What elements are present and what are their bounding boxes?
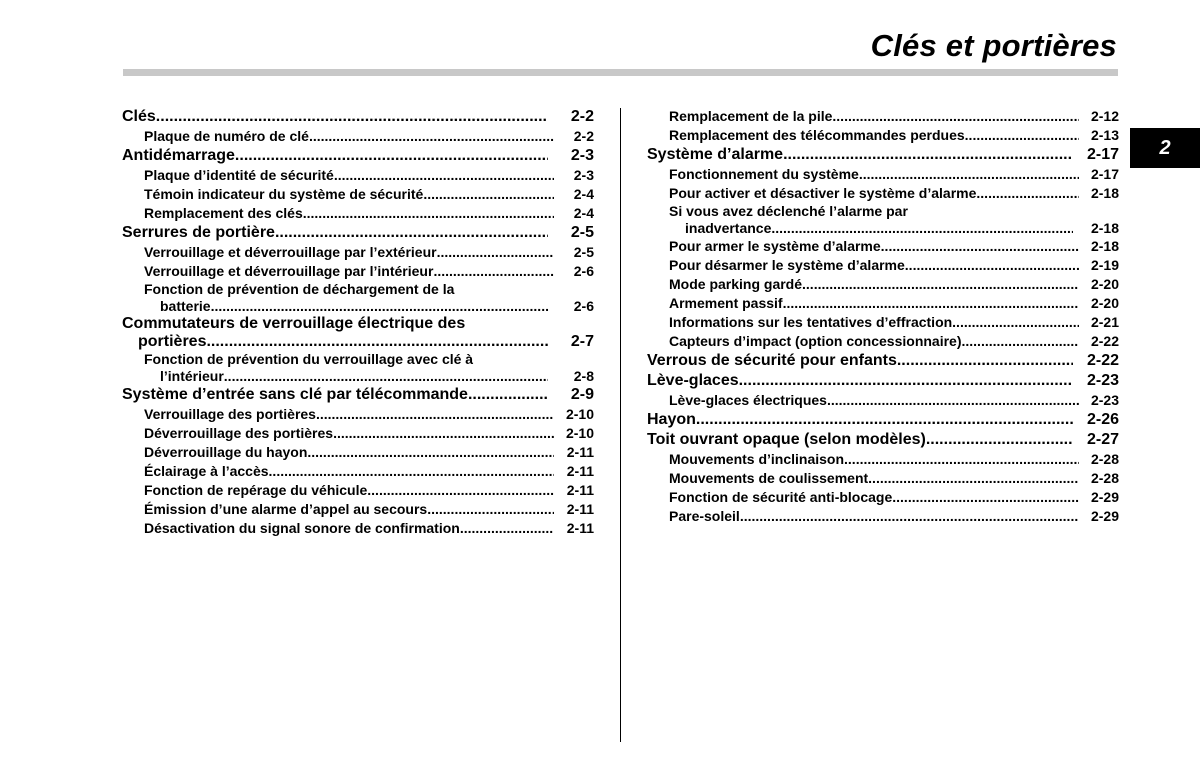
toc-entry-label: Remplacement de la pile: [669, 108, 833, 124]
toc-entry-label: Mouvements d’inclinaison: [669, 451, 845, 467]
toc-entry-label: Toit ouvrant opaque (selon modèles): [647, 431, 926, 448]
toc-entry-page: 2-18: [1090, 185, 1119, 201]
dot-leader: [783, 145, 1073, 165]
toc-entry-label: Système d’entrée sans clé par télécommande: [122, 386, 468, 403]
toc-entry-page: 2-29: [1090, 508, 1119, 524]
toc-entry[interactable]: [647, 391, 1119, 410]
toc-entry-page: 2-18: [1090, 238, 1119, 254]
toc-entry[interactable]: [647, 275, 1119, 294]
toc-entry[interactable]: [122, 405, 594, 424]
toc-entry-continuation[interactable]: [122, 298, 594, 315]
dot-leader: [156, 107, 548, 127]
header-rule: [123, 69, 1118, 76]
toc-entry-label: Clés: [122, 108, 156, 125]
toc-entry-label: Verrouillage et déverrouillage par l’intérieur: [144, 263, 434, 279]
toc-entry-page: 2-3: [570, 147, 594, 164]
toc-entry-page: 2-19: [1090, 257, 1119, 273]
toc-entry-page: 2-17: [1090, 166, 1119, 182]
toc-entry-label: Antidémarrage: [122, 147, 235, 164]
toc-left-column: [122, 107, 594, 538]
dot-leader: [868, 469, 1079, 488]
dot-leader: [832, 107, 1079, 126]
toc-entry[interactable]: [122, 262, 594, 281]
toc-entry-page: 2-11: [566, 501, 594, 517]
toc-entry-label-continued: batterie: [160, 298, 211, 314]
toc-entry-label: Pour activer et désactiver le système d’alarme: [669, 185, 977, 201]
toc-entry-page: 2-6: [573, 263, 594, 279]
page-title: Clés et portières: [870, 28, 1117, 63]
toc-entry-continuation[interactable]: [122, 333, 594, 351]
toc-entry-label: Mode parking gardé: [669, 276, 803, 292]
dot-leader: [802, 275, 1079, 294]
toc-entry-page: 2-4: [573, 205, 594, 221]
toc-entry[interactable]: [122, 519, 594, 538]
dot-leader: [905, 256, 1079, 275]
toc-entry[interactable]: [122, 351, 594, 368]
dot-leader: [952, 313, 1079, 332]
toc-entry-page: 2-5: [573, 244, 594, 260]
dot-leader: [433, 262, 554, 281]
toc-entry[interactable]: [122, 462, 594, 481]
toc-entry-page: 2-22: [1090, 333, 1119, 349]
toc-entry-page: 2-26: [1086, 411, 1119, 428]
toc-entry[interactable]: [122, 185, 594, 204]
toc-entry[interactable]: [647, 165, 1119, 184]
toc-entry[interactable]: [647, 507, 1119, 526]
toc-entry-label: Déverrouillage du hayon: [144, 444, 308, 460]
toc-entry-page: 2-20: [1090, 276, 1119, 292]
dot-leader: [235, 146, 548, 166]
toc-entry[interactable]: [122, 424, 594, 443]
dot-leader: [696, 410, 1073, 430]
dot-leader: [844, 450, 1079, 469]
toc-entry[interactable]: [647, 371, 1119, 391]
toc-entry[interactable]: [122, 315, 594, 333]
toc-entry-label: Lève-glaces électriques: [669, 392, 827, 408]
toc-entry-page: 2-22: [1086, 352, 1119, 369]
dot-leader: [309, 127, 554, 146]
toc-entry-page: 2-11: [566, 463, 594, 479]
toc-entry-page: 2-11: [566, 444, 594, 460]
toc-entry-label: Lève-glaces: [647, 372, 739, 389]
toc-entry-label: Remplacement des télécommandes perdues: [669, 127, 965, 143]
toc-entry-label: Commutateurs de verrouillage électrique des: [122, 315, 466, 332]
toc-entry[interactable]: [122, 146, 594, 166]
dot-leader: [926, 430, 1073, 450]
toc-entry[interactable]: [647, 294, 1119, 313]
toc-entry-page: 2-10: [565, 406, 594, 422]
dot-leader: [460, 519, 554, 538]
toc-entry-page: 2-2: [570, 108, 594, 125]
toc-entry-label: Plaque d’identité de sécurité: [144, 167, 334, 183]
toc-entry[interactable]: [122, 281, 594, 298]
toc-entry-continuation[interactable]: [122, 368, 594, 385]
toc-entry[interactable]: [647, 430, 1119, 450]
toc-entry[interactable]: [647, 488, 1119, 507]
toc-entry-page: 2-2: [573, 128, 594, 144]
dot-leader: [333, 424, 554, 443]
toc-entry[interactable]: [122, 223, 594, 243]
chapter-tab[interactable]: 2: [1130, 128, 1200, 168]
dot-leader: [739, 371, 1073, 391]
dot-leader: [468, 385, 548, 405]
toc-right-column: [647, 107, 1119, 526]
dot-leader: [316, 405, 554, 424]
toc-entry[interactable]: [647, 203, 1119, 220]
toc-entry-page: 2-4: [573, 186, 594, 202]
toc-entry-label: Capteurs d’impact (option concessionnaire): [669, 333, 962, 349]
toc-entry-page: 2-28: [1090, 451, 1119, 467]
toc-entry-page: 2-27: [1086, 431, 1119, 448]
dot-leader: [275, 223, 548, 243]
toc-entry-label: Fonction de repérage du véhicule: [144, 482, 368, 498]
toc-entry-label: Serrures de portière: [122, 224, 275, 241]
toc-entry-page: 2-10: [565, 425, 594, 441]
dot-leader: [224, 368, 548, 385]
dot-leader: [423, 185, 554, 204]
dot-leader: [892, 488, 1079, 507]
toc-entry-page: 2-18: [1090, 220, 1119, 236]
toc-entry-label: Si vous avez déclenché l’alarme par: [669, 203, 908, 219]
toc-entry-label: Fonction de sécurité anti-blocage: [669, 489, 893, 505]
toc-entry-page: 2-11: [566, 520, 594, 536]
toc-entry-page: 2-12: [1090, 108, 1119, 124]
toc-entry[interactable]: [122, 385, 594, 405]
toc-entry-label: Pour armer le système d’alarme: [669, 238, 881, 254]
dot-leader: [427, 500, 554, 519]
dot-leader: [367, 481, 554, 500]
toc-entry-page: 2-23: [1090, 392, 1119, 408]
toc-entry-label: Informations sur les tentatives d’effraction: [669, 314, 953, 330]
toc-entry[interactable]: [122, 107, 594, 127]
toc-entry-label: Témoin indicateur du système de sécurité: [144, 186, 424, 202]
toc-entry[interactable]: [647, 313, 1119, 332]
dot-leader: [740, 507, 1079, 526]
dot-leader: [976, 184, 1079, 203]
toc-entry[interactable]: [647, 126, 1119, 145]
toc-entry-label: Armement passif: [669, 295, 783, 311]
toc-entry-label: Fonction de prévention du verrouillage avec clé à: [144, 351, 474, 367]
toc-entry[interactable]: [647, 450, 1119, 469]
toc-entry[interactable]: [647, 469, 1119, 488]
toc-entry[interactable]: [647, 256, 1119, 275]
toc-entry-label-continued: inadvertance: [685, 220, 772, 236]
toc-entry-page: 2-9: [570, 386, 594, 403]
toc-entry-label: Émission d’une alarme d’appel au secours: [144, 501, 428, 517]
toc-entry-page: 2-28: [1090, 470, 1119, 486]
toc-entry-label: Fonctionnement du système: [669, 166, 859, 182]
toc-entry-label: Verrouillage et déverrouillage par l’extérieur: [144, 244, 437, 260]
toc-entry-page: 2-3: [573, 167, 594, 183]
dot-leader: [859, 165, 1079, 184]
dot-leader: [269, 462, 554, 481]
toc-entry-label: Pour désarmer le système d’alarme: [669, 257, 905, 273]
toc-entry[interactable]: [647, 237, 1119, 256]
toc-entry-page: 2-29: [1090, 489, 1119, 505]
toc-entry[interactable]: [647, 410, 1119, 430]
toc-entry-label: Mouvements de coulissement: [669, 470, 869, 486]
dot-leader: [307, 443, 554, 462]
toc-entry-page: 2-8: [573, 368, 594, 384]
toc-entry-label: Fonction de prévention de déchargement de la: [144, 281, 455, 297]
dot-leader: [962, 332, 1080, 351]
toc-entry-label: Remplacement des clés: [144, 205, 303, 221]
toc-entry-label: Hayon: [647, 411, 696, 428]
toc-entry-label-continued: l’intérieur: [160, 368, 224, 384]
dot-leader: [881, 237, 1079, 256]
dot-leader: [206, 333, 548, 351]
toc-entry-page: 2-5: [570, 224, 594, 241]
toc-entry-page: 2-6: [573, 298, 594, 314]
toc-entry[interactable]: [122, 443, 594, 462]
toc-entry-label-continued: portières: [138, 333, 207, 350]
toc-entry[interactable]: [647, 332, 1119, 351]
toc-entry-label: Verrous de sécurité pour enfants: [647, 352, 897, 369]
toc-entry[interactable]: [122, 204, 594, 223]
toc-entry-label: Déverrouillage des portières: [144, 425, 334, 441]
dot-leader: [211, 298, 548, 315]
dot-leader: [334, 166, 554, 185]
toc-entry-page: 2-21: [1090, 314, 1119, 330]
toc-entry-page: 2-7: [570, 333, 594, 350]
dot-leader: [783, 294, 1079, 313]
toc-entry-label: Désactivation du signal sonore de confirmation: [144, 520, 460, 536]
dot-leader: [303, 204, 554, 223]
toc-entry-page: 2-17: [1086, 146, 1119, 163]
toc-entry-label: Pare-soleil: [669, 508, 740, 524]
dot-leader: [771, 220, 1073, 237]
toc-entry-label: Système d’alarme: [647, 146, 784, 163]
toc-entry[interactable]: [122, 166, 594, 185]
column-divider: [620, 108, 621, 742]
toc-entry[interactable]: [647, 351, 1119, 371]
toc-entry-label: Plaque de numéro de clé: [144, 128, 309, 144]
toc-entry[interactable]: [122, 243, 594, 262]
toc-entry[interactable]: [122, 481, 594, 500]
dot-leader: [827, 391, 1079, 410]
toc-entry[interactable]: [647, 184, 1119, 203]
toc-entry-page: 2-13: [1090, 127, 1119, 143]
dot-leader: [965, 126, 1079, 145]
toc-entry-page: 2-11: [566, 482, 594, 498]
toc-entry-label: Verrouillage des portières: [144, 406, 316, 422]
toc-entry-continuation[interactable]: [647, 220, 1119, 237]
toc-entry[interactable]: [647, 145, 1119, 165]
toc-entry[interactable]: [122, 127, 594, 146]
dot-leader: [897, 351, 1073, 371]
toc-entry[interactable]: [122, 500, 594, 519]
toc-entry-label: Éclairage à l’accès: [144, 463, 269, 479]
dot-leader: [437, 243, 554, 262]
toc-entry[interactable]: [647, 107, 1119, 126]
toc-entry-page: 2-23: [1086, 372, 1119, 389]
toc-entry-page: 2-20: [1090, 295, 1119, 311]
